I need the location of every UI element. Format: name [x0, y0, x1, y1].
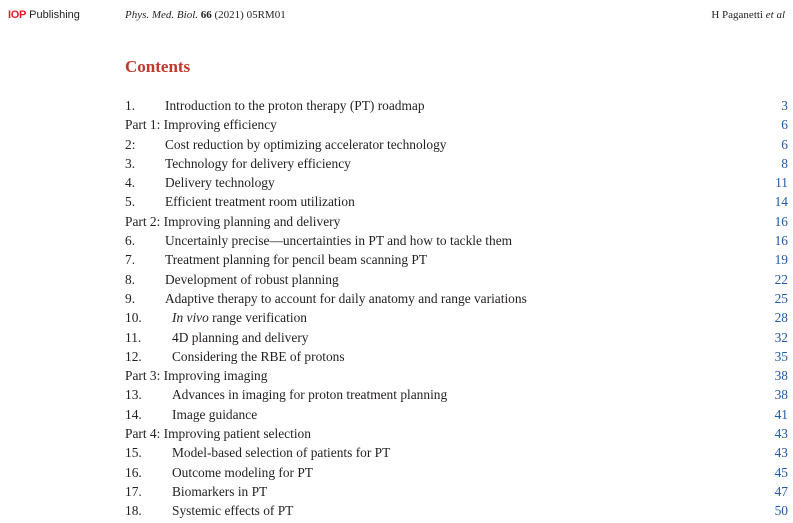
toc-page-link[interactable]: 16: [774, 233, 788, 249]
toc-entry-label: [172, 328, 308, 347]
toc-page-link[interactable]: 19: [774, 252, 788, 268]
toc-part-label: [125, 366, 267, 385]
toc-page-link[interactable]: 47: [774, 483, 788, 499]
toc-page-link[interactable]: 14: [774, 194, 788, 210]
toc-entry-row[interactable]: [125, 501, 788, 520]
toc-page-link[interactable]: 16: [774, 213, 788, 229]
toc-entry-label-text: Part 4: Improving patient selection: [125, 426, 311, 442]
toc-page-link[interactable]: 35: [774, 348, 788, 364]
toc-entry-number: 15.: [125, 445, 142, 461]
toc-page-link[interactable]: 25: [774, 290, 788, 306]
toc-entry-row[interactable]: [125, 443, 788, 462]
toc-entry-label: [172, 347, 345, 366]
toc-part-label: [125, 115, 277, 134]
toc-entry-row[interactable]: [125, 385, 788, 404]
toc-entry-number: 6.: [125, 233, 136, 249]
toc-entry-label-text: Efficient treatment room utilization: [165, 194, 355, 210]
toc-entry-number: 10.: [125, 310, 142, 326]
toc-page-link[interactable]: 6: [781, 117, 788, 133]
toc-entry-row[interactable]: [125, 154, 788, 173]
toc-entry-label: [172, 308, 307, 327]
toc-entry-label: [165, 250, 427, 269]
toc-entry-row[interactable]: [125, 173, 788, 192]
toc-part-label: [125, 424, 311, 443]
toc-entry-label-text: Delivery technology: [165, 175, 275, 191]
toc-entry-row[interactable]: [125, 270, 788, 289]
toc-entry-label-text: Part 2: Improving planning and delivery: [125, 213, 341, 229]
toc-page-link[interactable]: 38: [774, 368, 788, 384]
contents-heading: Contents: [125, 57, 191, 76]
toc-entry-row[interactable]: [125, 96, 788, 115]
toc-page-link[interactable]: 38: [774, 387, 788, 403]
toc-entry-label: [165, 270, 339, 289]
toc-page-link[interactable]: 3: [781, 98, 788, 113]
toc-entry-label: [172, 443, 390, 462]
iop-publishing-logo: [8, 9, 80, 22]
toc-entry-label-text: Technology for delivery efficiency: [165, 155, 351, 171]
toc-page-link[interactable]: 32: [774, 329, 788, 345]
toc-entry-row[interactable]: [125, 328, 788, 347]
toc-part-row[interactable]: [125, 366, 788, 385]
toc-entry-label-text: Treatment planning for pencil beam scanning PT: [165, 252, 428, 268]
toc-entry-row[interactable]: [125, 289, 788, 308]
table-of-contents: [125, 96, 788, 521]
toc-entry-number: 5.: [125, 194, 136, 210]
journal-citation: [125, 9, 286, 22]
toc-entry-row[interactable]: [125, 192, 788, 211]
toc-entry-number: 11.: [125, 329, 142, 345]
toc-entry-label-text: Advances in imaging for proton treatment planning: [172, 387, 448, 403]
toc-page-link[interactable]: 43: [774, 426, 788, 442]
toc-entry-number: 1.: [125, 98, 136, 113]
toc-entry-label: [165, 173, 275, 192]
toc-entry-label: [172, 482, 267, 501]
toc-entry-number: 13.: [125, 387, 142, 403]
toc-entry-label-text: range verification: [208, 310, 307, 326]
toc-entry-label-italic: In vivo: [172, 310, 209, 326]
toc-page-link[interactable]: 50: [774, 503, 788, 519]
toc-entry-label: [165, 135, 447, 154]
toc-entry-label: [172, 463, 313, 482]
toc-entry-row[interactable]: [125, 308, 788, 327]
toc-entry-row[interactable]: [125, 347, 788, 366]
toc-entry-label-text: Uncertainly precise—uncertainties in PT and how to tackle them: [165, 233, 513, 249]
journal-citation-rest: (2021) 05RM01: [214, 9, 286, 21]
toc-entry-label-text: Biomarkers in PT: [172, 483, 268, 499]
toc-entry-label-text: Development of robust planning: [165, 271, 339, 287]
toc-entry-number: 18.: [125, 503, 142, 519]
toc-entry-label-text: Part 3: Improving imaging: [125, 368, 268, 384]
toc-page-link[interactable]: 8: [781, 155, 788, 171]
journal-volume: 66: [200, 9, 212, 21]
toc-page-link[interactable]: 22: [774, 271, 788, 287]
toc-entry-row[interactable]: [125, 405, 788, 424]
running-author: [711, 9, 785, 22]
toc-entry-row[interactable]: [125, 231, 788, 250]
toc-entry-number: 7.: [125, 252, 136, 268]
author-name: H Paganetti: [711, 9, 763, 21]
toc-entry-label-text: Part 1: Improving efficiency: [125, 117, 277, 133]
toc-entry-number: 9.: [125, 290, 136, 306]
toc-entry-label-text: Introduction to the proton therapy (PT) roadmap: [165, 98, 425, 113]
toc-entry-label-text: Outcome modeling for PT: [172, 464, 313, 480]
toc-entry-number: 16.: [125, 464, 142, 480]
toc-entry-row[interactable]: [125, 482, 788, 501]
toc-entry-number: 14.: [125, 406, 142, 422]
toc-entry-label-text: Adaptive therapy to account for daily anatomy and range variations: [165, 290, 527, 306]
toc-entry-label-text: Image guidance: [172, 406, 258, 422]
toc-entry-number: 8.: [125, 271, 136, 287]
toc-page-link[interactable]: 11: [775, 175, 788, 191]
toc-entry-label-text: Considering the RBE of protons: [172, 348, 345, 364]
toc-entry-number: 17.: [125, 483, 142, 499]
toc-entry-number: 2:: [125, 136, 136, 152]
toc-entry-number: 12.: [125, 348, 142, 364]
toc-page-link[interactable]: 45: [774, 464, 788, 480]
toc-page-link[interactable]: 28: [774, 310, 788, 326]
toc-entry-label-text: 4D planning and delivery: [172, 329, 309, 345]
toc-part-label: [125, 212, 340, 231]
toc-entry-label: [165, 154, 351, 173]
journal-name: Phys. Med. Biol.: [125, 9, 199, 21]
toc-entry-label: [172, 385, 447, 404]
toc-entry-label: [172, 405, 257, 424]
toc-entry-label-text: Systemic effects of PT: [172, 503, 294, 519]
toc-entry-label: [165, 192, 355, 211]
logo-publishing: Publishing: [29, 9, 80, 21]
toc-part-row[interactable]: [125, 424, 788, 443]
logo-iop: IOP: [8, 9, 27, 21]
toc-page-link[interactable]: 6: [781, 136, 788, 152]
toc-page-link[interactable]: 43: [774, 445, 788, 461]
toc-entry-label: [165, 96, 425, 115]
toc-part-row[interactable]: [125, 115, 788, 134]
toc-entry-row[interactable]: [125, 250, 788, 269]
toc-entry-label: [172, 501, 293, 520]
toc-entry-label-text: Model-based selection of patients for PT: [172, 445, 391, 461]
toc-entry-number: 4.: [125, 175, 136, 191]
toc-page-link[interactable]: 41: [774, 406, 788, 422]
toc-entry-row[interactable]: [125, 463, 788, 482]
author-etal: et al: [765, 9, 785, 21]
toc-entry-row[interactable]: [125, 135, 788, 154]
toc-entry-number: 3.: [125, 155, 136, 171]
toc-entry-label-text: Cost reduction by optimizing accelerator technology: [165, 136, 447, 152]
toc-entry-label: [165, 289, 527, 308]
toc-entry-label: [165, 231, 512, 250]
toc-part-row[interactable]: [125, 212, 788, 231]
